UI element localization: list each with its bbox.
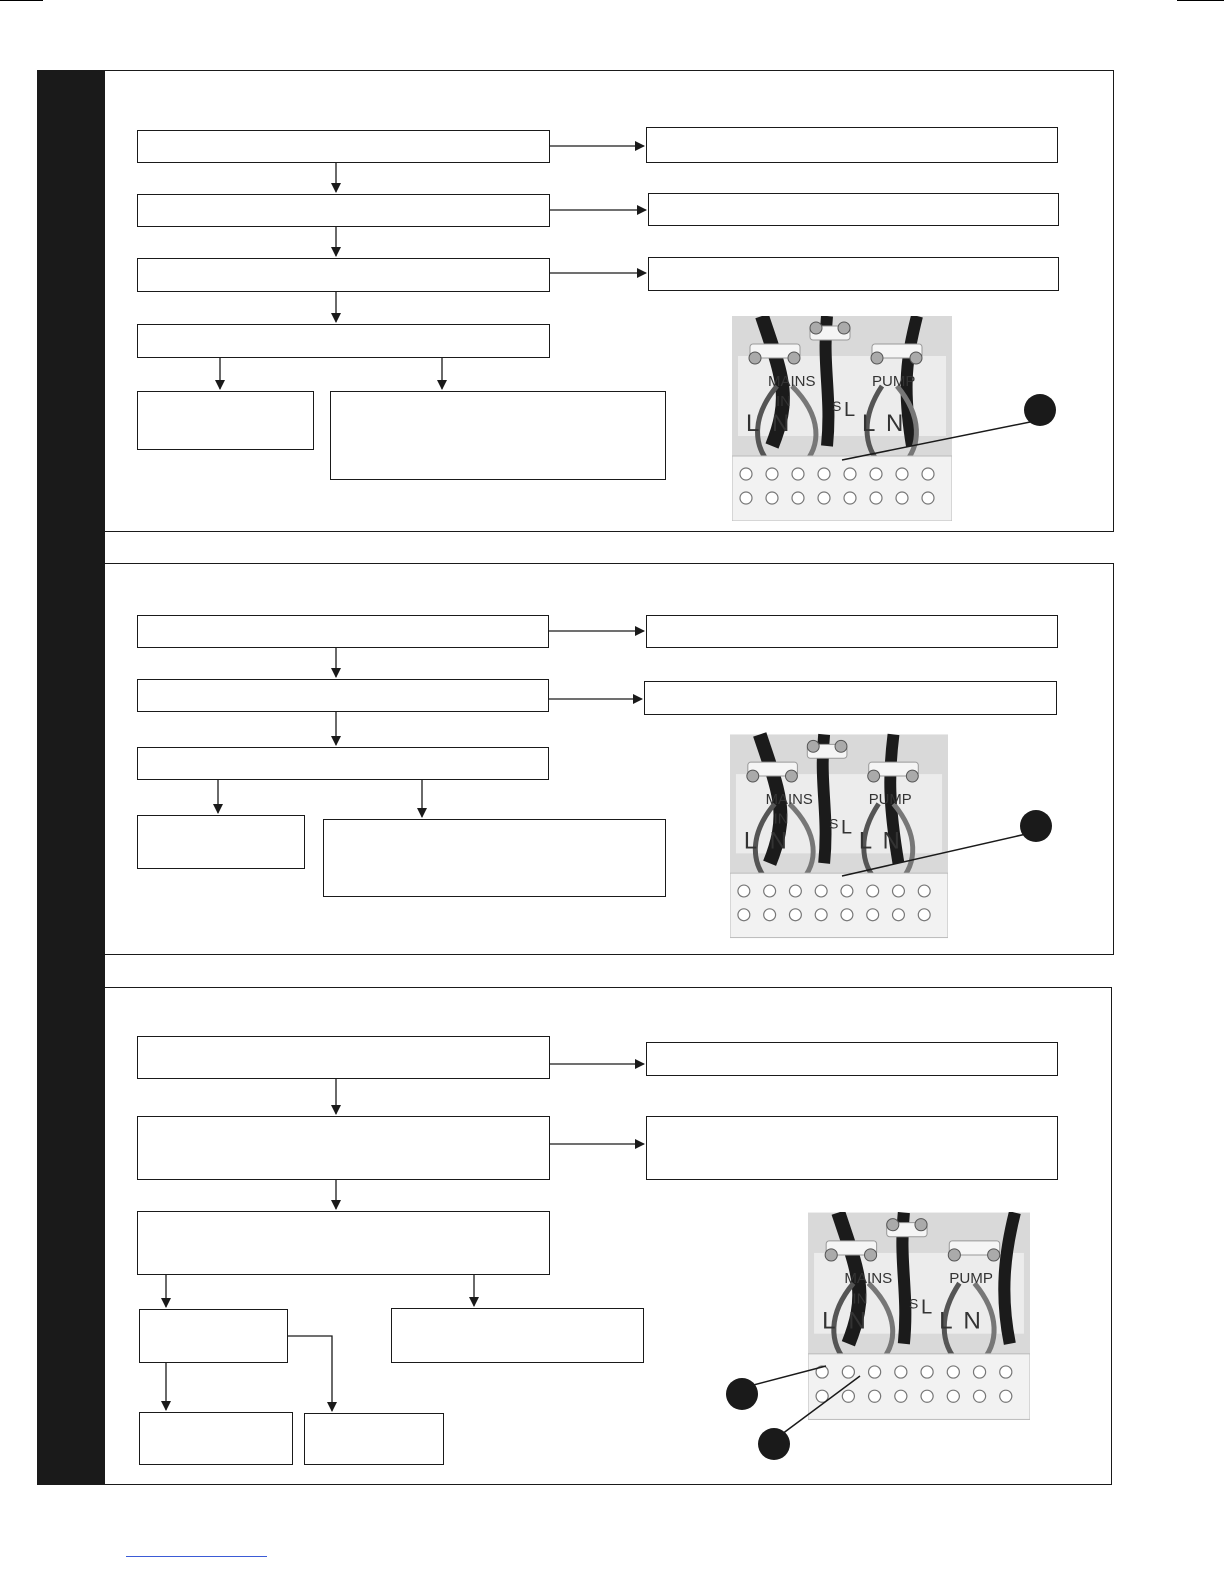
callout-leader-2 (842, 832, 1035, 876)
label-n: N (769, 827, 787, 855)
label-n: N (963, 1307, 981, 1335)
footer-link[interactable] (126, 1556, 267, 1557)
label-in: IN (773, 811, 789, 828)
callout-marker-2 (1020, 810, 1052, 842)
label-mains: MAINS (768, 373, 816, 390)
callout-marker-3a (726, 1378, 758, 1410)
label-l: L (921, 1296, 933, 1319)
label-l: L (939, 1307, 953, 1335)
label-n: N (886, 410, 904, 437)
label-l: L (862, 410, 876, 437)
label-l: L (840, 816, 852, 839)
label-mains: MAINS (844, 1270, 893, 1288)
label-mains: MAINS (765, 791, 813, 808)
label-l: L (743, 827, 758, 855)
callout-marker-1 (1024, 394, 1056, 426)
label-n: N (882, 827, 900, 855)
label-pump: PUMP (949, 1270, 993, 1288)
label-s: S (832, 398, 842, 414)
callout-leader-1 (842, 420, 1040, 460)
label-in: IN (852, 1290, 868, 1308)
label-in: IN (776, 393, 791, 410)
label-pump: PUMP (868, 791, 912, 808)
label-l: L (858, 827, 873, 855)
label-pump: PUMP (872, 373, 916, 390)
label-n: N (848, 1307, 866, 1335)
label-s: S (908, 1295, 919, 1312)
label-l: L (746, 410, 760, 437)
callout-leader-3b (774, 1376, 860, 1440)
label-l: L (844, 399, 856, 421)
label-s: S (829, 815, 839, 832)
label-n: N (772, 410, 790, 437)
callout-marker-3b (758, 1428, 790, 1460)
label-l: L (822, 1307, 836, 1335)
